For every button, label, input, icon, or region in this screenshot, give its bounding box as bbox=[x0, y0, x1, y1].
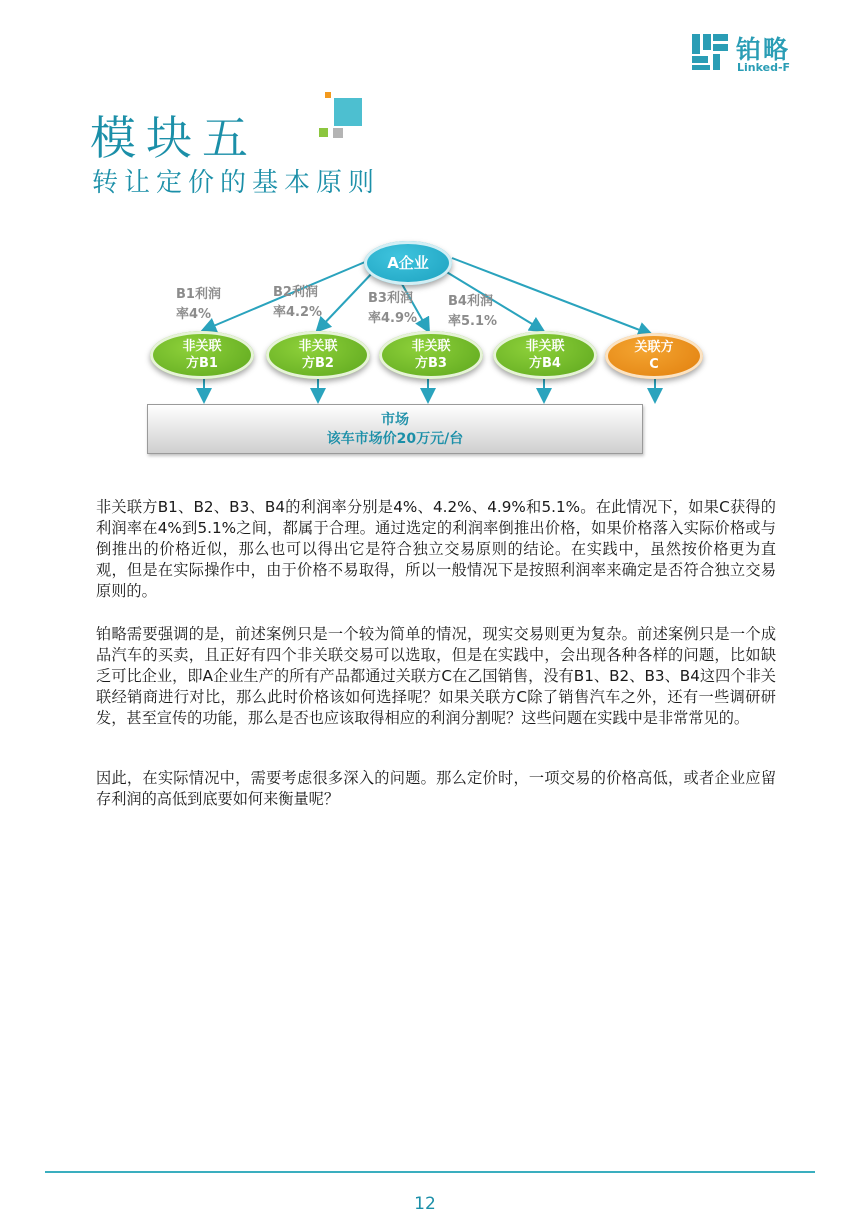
market-price: 该车市场价20万元/台 bbox=[326, 431, 464, 447]
footer-divider bbox=[45, 1171, 815, 1173]
deco-square-orange bbox=[325, 92, 331, 98]
deco-square-gray bbox=[333, 128, 343, 138]
market-box bbox=[147, 404, 643, 454]
node-b2: 非关联 方B2 bbox=[266, 331, 370, 379]
parent-company-node: A企业 bbox=[364, 241, 452, 285]
rate-label-b2: B2利润 率4.2% bbox=[273, 285, 323, 320]
logo-mark-icon bbox=[690, 32, 730, 72]
market-title: 市场 bbox=[381, 412, 409, 428]
page-subtitle: 转让定价的基本原则 bbox=[92, 168, 381, 198]
node-b1: 非关联 方B1 bbox=[150, 331, 254, 379]
brand-logo bbox=[690, 30, 820, 76]
node-c: 关联方 C bbox=[605, 333, 703, 379]
page-number: 12 bbox=[414, 1194, 436, 1214]
rate-label-b4: B4利润 率5.1% bbox=[448, 294, 498, 329]
deco-square-green bbox=[319, 128, 328, 137]
paragraph-3: 因此，在实际情况中，需要考虑很多深入的问题。那么定价时，一项交易的价格高低，或者企业应留存利润的高低到底要如何来衡量呢？ bbox=[96, 769, 776, 808]
logo-text-cn: 铂略 bbox=[736, 35, 791, 64]
rate-label-b1: B1利润 率4% bbox=[176, 287, 221, 322]
node-b3: 非关联 方B3 bbox=[379, 331, 483, 379]
node-b4: 非关联 方B4 bbox=[493, 331, 597, 379]
paragraph-1: 非关联方B1、B2、B3、B4的利润率分别是4%、4.2%、4.9%和5.1%。在此情况下，如果C获得的利润率在4%到5.1%之间，都属于合理。通过选定的利润率倒推出价格，如果价格落入实际价格或与倒推出的价格近似，那么也可以得出它是符合独立交易原则的结论。在实践中，虽然按价格更为直观，但是在实际操作中，由于价格不易取得，所以一般情况下是按照利润率来确定是否符合独立交易原则的。 bbox=[96, 498, 776, 600]
page-title: 模块五 bbox=[90, 111, 258, 165]
logo-text-en: Linked-F bbox=[737, 61, 791, 74]
pricing-diagram bbox=[140, 230, 720, 470]
paragraph-2: 铂略需要强调的是，前述案例只是一个较为简单的情况，现实交易则更为复杂。前述案例只是一个成品汽车的买卖，且正好有四个非关联交易可以选取，但是在实践中，会出现各种各样的问题，比如缺乏可比企业，即A企业生产的所有产品都通过关联方C在乙国销售，没有B1、B2、B3、B4这四个非关联经销商进行对比，那么此时价格该如何选择呢？如果关联方C除了销售汽车之外，还有一些调研研发，甚至宣传的功能，那么是否也应该取得相应的利润分割呢？这些问题在实践中是非常常见的。 bbox=[96, 625, 776, 727]
deco-square-teal bbox=[334, 98, 362, 126]
rate-label-b3: B3利润 率4.9% bbox=[368, 291, 418, 326]
